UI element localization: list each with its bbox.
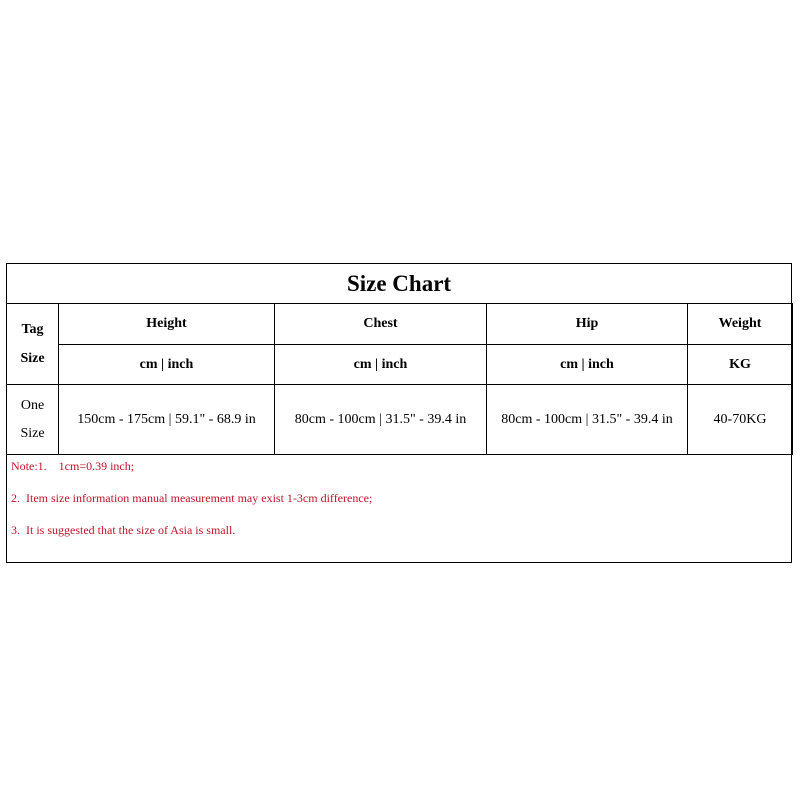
weight-value: 40-70KG [688,385,793,455]
tag-size-header [7,304,59,385]
column-header-weight: Weight [688,304,793,345]
unit-hip: cm | inch [487,345,688,385]
size-label: Size [20,351,45,366]
size-name-line-2: Size [20,425,45,441]
note-1: Note:1. 1cm=0.39 inch; [11,459,135,473]
tag-label: Tag [21,322,44,337]
size-name-line-1: One [20,397,45,413]
note-3: 3. It is suggested that the size of Asia is small. [11,523,236,537]
chest-value: 80cm - 100cm | 31.5" - 39.4 in [275,385,487,455]
hip-value: 80cm - 100cm | 31.5" - 39.4 in [487,385,688,455]
size-name-cell [7,385,59,455]
size-table [6,303,793,455]
unit-height: cm | inch [59,345,275,385]
unit-weight: KG [688,345,793,385]
column-header-hip: Hip [487,304,688,345]
size-chart [6,263,792,563]
note-2: 2. Item size information manual measurement may exist 1-3cm difference; [11,491,373,505]
table-row [7,385,793,455]
unit-chest: cm | inch [275,345,487,385]
column-header-chest: Chest [275,304,487,345]
height-value: 150cm - 175cm | 59.1" - 68.9 in [59,385,275,455]
unit-row [7,345,793,385]
header-row [7,304,793,345]
notes-section [11,454,781,550]
column-header-height: Height [59,304,275,345]
chart-title: Size Chart [7,264,791,304]
